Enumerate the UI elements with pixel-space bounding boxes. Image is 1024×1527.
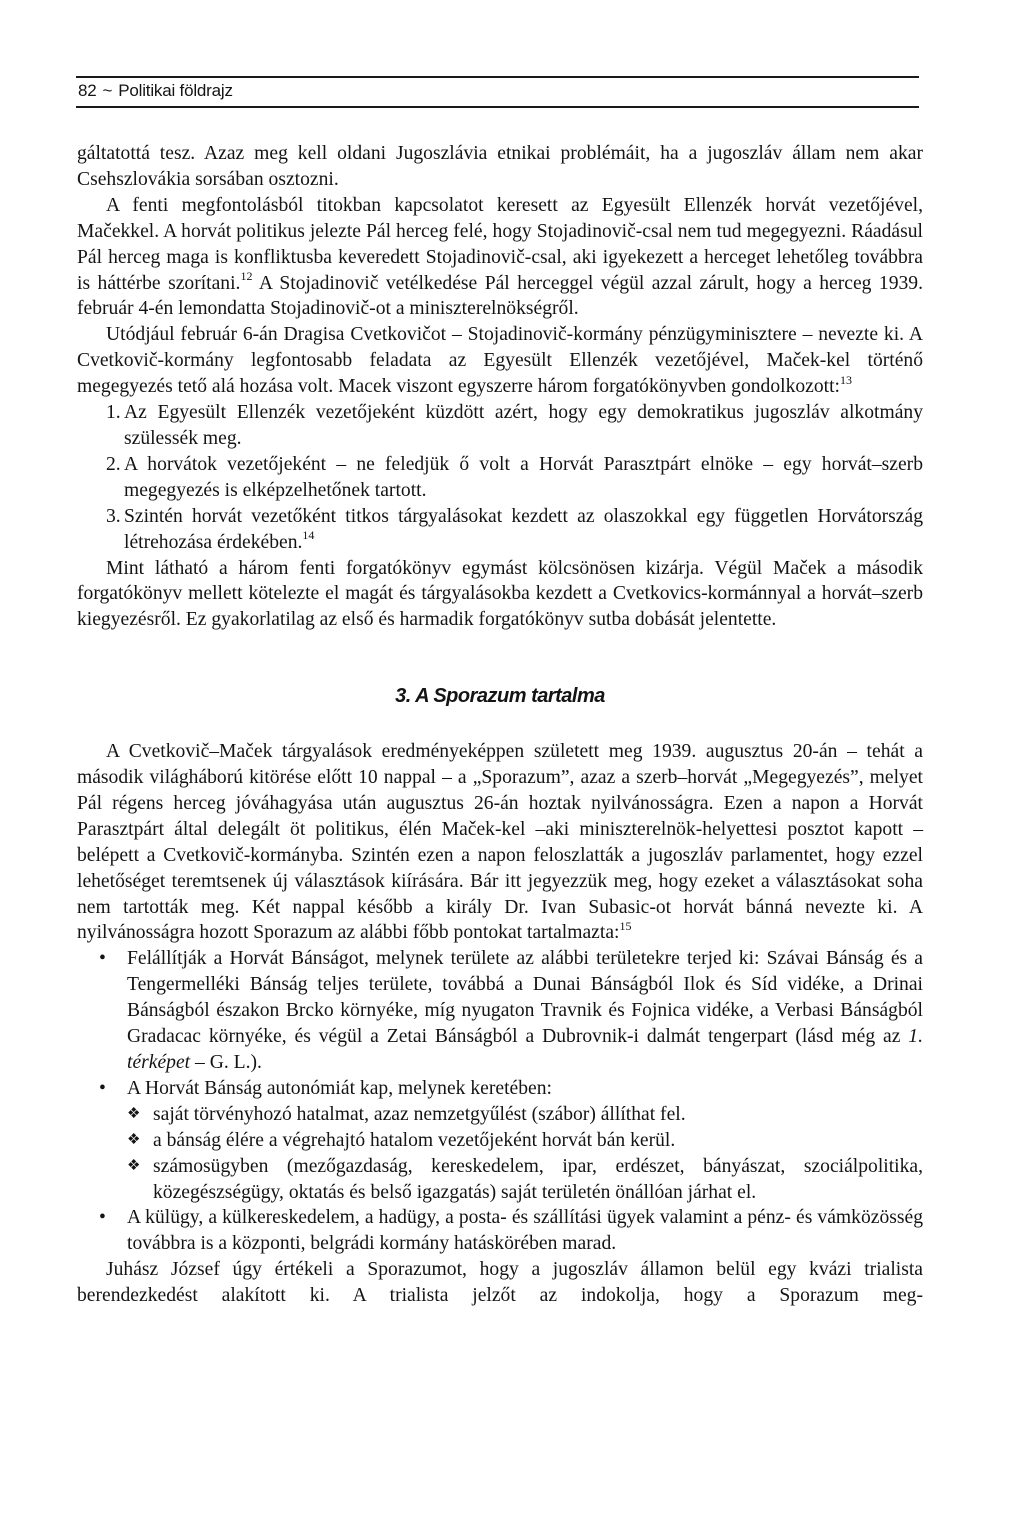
paragraph-text: A Stojadinovič vetélkedése Pál herceggel végül azzal zárult, hogy a herceg 1939. február 4-én lemondatta Stojadinovič-ot a miniszterelnökségről. <box>77 272 923 320</box>
body-text <box>77 141 923 1309</box>
list-item <box>77 452 923 504</box>
sub-list-item <box>127 1128 923 1154</box>
running-title: Politikai földrajz <box>118 81 233 100</box>
sub-list-item-text: saját törvényhozó hatalmat, azaz nemzetgyűlést (szábor) állíthat fel. <box>153 1103 686 1125</box>
footnote-ref: 14 <box>302 528 315 543</box>
list-item-text: – G. L.). <box>190 1052 262 1073</box>
footnote-ref: 13 <box>840 372 852 387</box>
list-item-text: A külügy, a külkereskedelem, a hadügy, a posta- és szállítási ügyek valamint a pénz- és vámközösség továbbra is a központi, belgrádi kormány hatáskörében marad. <box>127 1207 923 1255</box>
list-item-text: Felállítják a Horvát Bánságot, melynek területe az alábbi területekre terjed ki: Szávai Bánság és a Tengermelléki Bánság teljes területe, továbbá a Dunai Bánságból Ilok és Síd vidéke, a Drinai Bánságból északon Brcko környéke, míg nyugaton Travnik és Fojnica vidéke, a Verbasi Bánságból Gradacac környéke, és végül a Zetai Bánságból a Dubrovnik-i dalmát tengerpart (lásd még az <box>127 948 923 1048</box>
list-item <box>77 400 923 452</box>
bullet-list <box>77 946 923 1257</box>
page-number: 82 <box>78 81 97 100</box>
list-number: 1. <box>106 402 121 424</box>
list-item <box>77 1205 923 1257</box>
list-number: 2. <box>106 453 121 475</box>
sub-list-item <box>127 1154 923 1206</box>
paragraph-text: A Cvetkovič–Maček tárgyalások eredményeképpen született meg 1939. augusztus 20-án – tehát a második világháború kitörése előtt 10 nappal – a „Sporazum”, azaz a szerb–horvát „Megegyezés”, melyet Pál régens herceg jóváhagyása után augusztus 26-án hoztak nyilvánosságra. Ezen a napon a Horvát Parasztpárt által delegált öt politikus, élén Maček-kel –aki miniszterelnök-helyettesi posztot kapott – belépett a Cvetkovič-kormányba. Szintén ezen a napon feloszlatták a jugoszláv parlamentet, hogy ezzel lehetőséget teremtsenek új választások kiírására. Bár itt jegyezzük meg, hogy ezeket a választásokat soha nem tartották meg. Két nappal később a király Dr. Ivan Subasic-ot horvát bánná nevezte ki. A nyilvánosságra hozott Sporazum az alábbi főbb pontokat tartalmazta: <box>77 741 923 944</box>
paragraph-text: Utódjául február 6-án Dragisa Cvetkovičot – Stojadinovič-kormány pénzügyminisztere – nevezte ki. A Cvetkovič-kormány legfontosabb feladata az Egyesült Ellenzék vezetőjével, Maček-kel történő megegyezés tető alá hozása volt. Macek viszont egyszerre három forgatókönyvben gondolkozott: <box>77 324 923 398</box>
list-item <box>77 1076 923 1206</box>
map-reference: 1. térképet <box>127 1026 923 1073</box>
header-rule-bottom <box>76 106 919 108</box>
list-item-text: Szintén horvát vezetőként titkos tárgyalásokat kezdett az olaszokkal egy független Horvátország létrehozása érdekében. <box>124 505 923 553</box>
section-title: 3. A Sporazum tartalma <box>395 685 605 708</box>
list-item <box>77 504 923 556</box>
list-item-text: Az Egyesült Ellenzék vezetőjeként küzdött azért, hogy egy demokratikus jugoszláv alkotmány szülessék meg. <box>124 402 923 449</box>
paragraph: Mint látható a három fenti forgatókönyv egymást kölcsönösen kizárja. Végül Maček a második forgatókönyv mellett kötelezte el magát és tárgyalásokba kezdett a Cvetkovics-kormánnyal a horvát–szerb kiegyezésről. Ez gyakorlatilag az első és harmadik forgatókönyv sutba dobását jelentette. <box>77 557 923 631</box>
header-rule-top <box>76 76 919 78</box>
sub-list-item-text: a bánság élére a végrehajtó hatalom vezetőjeként horvát bán kerül. <box>153 1129 676 1151</box>
diamond-bullet-icon: ❖ <box>127 1157 141 1174</box>
list-item-text: A Horvát Bánság autonómiát kap, melynek keretében: <box>127 1077 552 1099</box>
paragraph <box>77 322 923 400</box>
bullet-icon: • <box>99 948 106 970</box>
paragraph <box>77 739 923 946</box>
list-item <box>77 946 923 1076</box>
scenario-list <box>77 400 923 555</box>
running-head <box>78 81 233 101</box>
header-separator: ~ <box>102 81 113 100</box>
paragraph <box>77 193 923 323</box>
bullet-icon: • <box>99 1207 106 1229</box>
list-number: 3. <box>106 505 121 527</box>
sub-list-item <box>127 1102 923 1128</box>
footnote-ref: 12 <box>240 269 253 283</box>
diamond-bullet-icon: ❖ <box>127 1131 141 1148</box>
sub-list-item-text: számosügyben (mezőgazdaság, kereskedelem, ipar, erdészet, bányászat, szociálpolitika, közegészségügy, oktatás és belső igazgatás) saját területén önállóan járhat el. <box>153 1155 923 1203</box>
footnote-ref: 15 <box>619 918 632 933</box>
paragraph-text: A fenti megfontolásból titokban kapcsolatot keresett az Egyesült Ellenzék horvát vezetőjével, Mačekkel. A horvát politikus jelezte Pál herceg felé, hogy Stojadinovič-csal nem tud megegyezni. Ráadásul Pál herceg maga is konfliktusba keveredett Stojadinovič-csal, aki igyekezett a herceget lehetőleg továbbra is háttérbe szorítani. <box>77 194 923 294</box>
bullet-icon: • <box>99 1077 106 1099</box>
paragraph: gáltatottá tesz. Azaz meg kell oldani Jugoszlávia etnikai problémáit, ha a jugoszláv állam nem akar Csehszlovákia sorsában osztozni. <box>77 143 923 190</box>
list-item-text: A horvátok vezetőjeként – ne feledjük ő volt a Horvát Parasztpárt elnöke – egy horvát–szerb megegyezés is elképzelhetőnek tartott. <box>124 453 923 501</box>
paragraph: Juhász József úgy értékeli a Sporazumot, hogy a jugoszláv államon belül egy kvázi trialista berendezkedést alakított ki. A trialista jelzőt az indokolja, hogy a Sporazum meg- <box>77 1259 923 1307</box>
sub-list <box>127 1102 923 1206</box>
diamond-bullet-icon: ❖ <box>127 1105 141 1122</box>
